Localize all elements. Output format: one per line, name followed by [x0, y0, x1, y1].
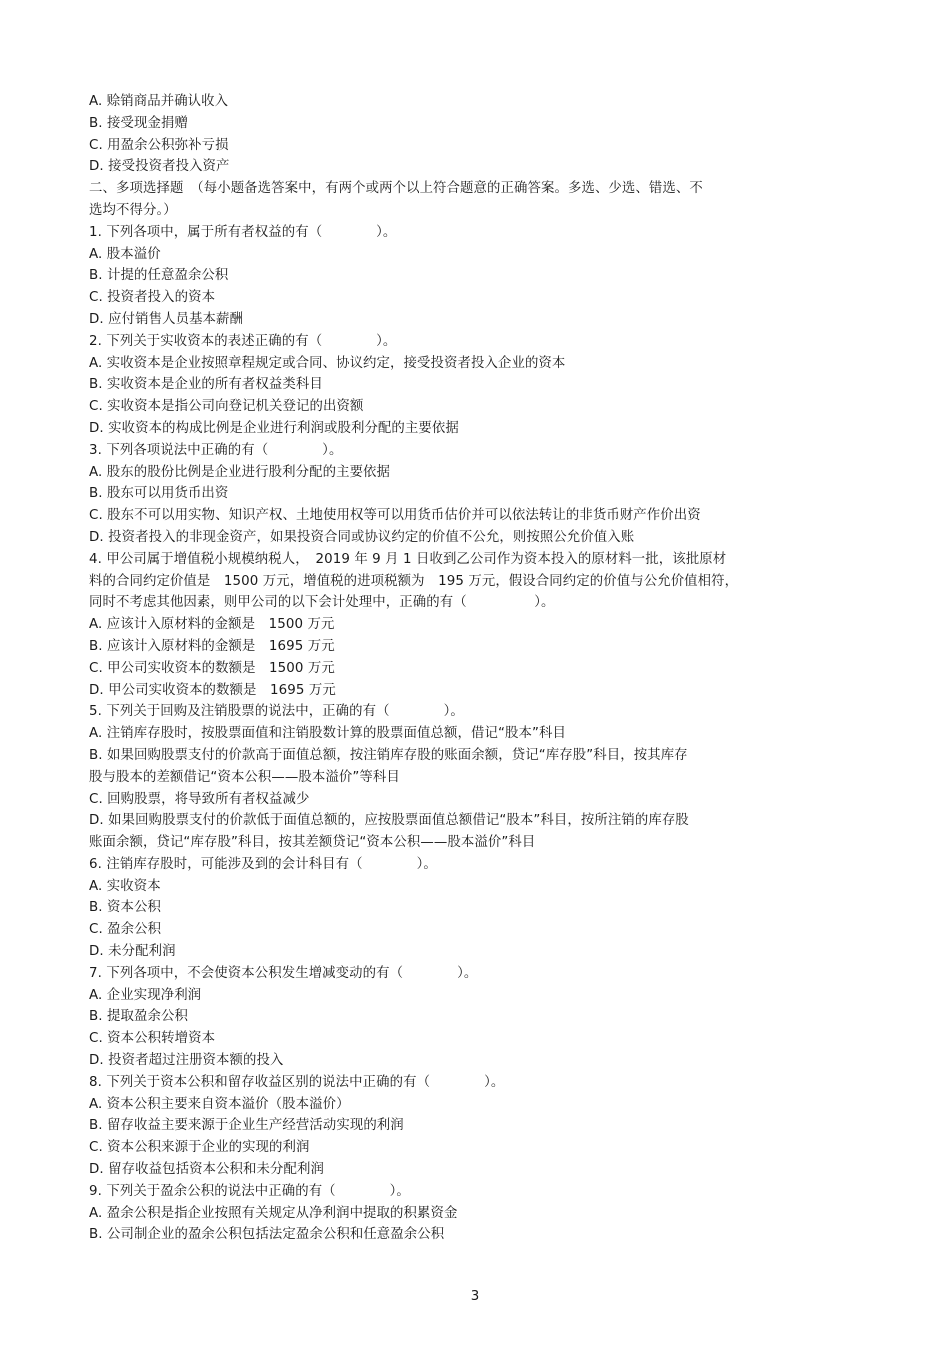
text-line: 选均不得分。） — [89, 202, 177, 218]
text-line: B. 公司制企业的盈余公积包括法定盈余公积和任意盈余公积 — [89, 1227, 445, 1243]
text-line: D. 应付销售人员基本薪酬 — [89, 311, 244, 327]
text-line: A. 实收资本 — [89, 878, 161, 894]
text-line: C. 甲公司实收资本的数额是 1500 万元 — [89, 660, 335, 676]
text-line: B. 提取盈余公积 — [89, 1009, 188, 1025]
text-line: A. 股本溢价 — [89, 246, 161, 262]
text-line: D. 投资者超过注册资本额的投入 — [89, 1053, 284, 1069]
text-line: 4. 甲公司属于增值税小规模纳税人， 2019 年 9 月 1 日收到乙公司作为资本投入的原材料一批，该批原材 — [89, 551, 727, 567]
text-line: 账面余额，贷记“库存股”科目，按其差额贷记“资本公积——股本溢价”科目 — [89, 835, 536, 851]
text-line: D. 甲公司实收资本的数额是 1695 万元 — [89, 682, 336, 698]
text-line: B. 计提的任意盈余公积 — [89, 268, 229, 284]
text-line: A. 资本公积主要来自资本溢价（股本溢价） — [89, 1096, 350, 1112]
text-line: 股与股本的差额借记“资本公积——股本溢价”等科目 — [89, 769, 400, 785]
text-line: C. 盈余公积 — [89, 922, 162, 938]
text-line: C. 用盈余公积弥补亏损 — [89, 137, 229, 153]
text-line: A. 盈余公积是指企业按照有关规定从净利润中提取的积累资金 — [89, 1205, 458, 1221]
text-line: C. 资本公积转增资本 — [89, 1031, 216, 1047]
text-line: A. 赊销商品并确认收入 — [89, 94, 229, 109]
text-line: A. 股东的股份比例是企业进行股利分配的主要依据 — [89, 464, 391, 480]
text-line: B. 实收资本是企业的所有者权益类科目 — [89, 377, 323, 393]
text-line: 2. 下列关于实收资本的表述正确的有（ ）。 — [89, 333, 397, 349]
text-line: C. 实收资本是指公司向登记机关登记的出资额 — [89, 399, 364, 415]
text-line: B. 股东可以用货币出资 — [89, 486, 229, 502]
text-line: 7. 下列各项中，不会使资本公积发生增减变动的有（ ）。 — [89, 965, 478, 981]
text-line: C. 投资者投入的资本 — [89, 290, 216, 306]
text-line: A. 实收资本是企业按照章程规定或合同、协议约定，接受投资者投入企业的资本 — [89, 355, 566, 371]
text-line: B. 留存收益主要来源于企业生产经营活动实现的利润 — [89, 1118, 404, 1134]
text-line: C. 资本公积来源于企业的实现的利润 — [89, 1140, 310, 1156]
text-line: C. 回购股票，将导致所有者权益减少 — [89, 791, 310, 807]
text-line: A. 企业实现净利润 — [89, 987, 202, 1003]
text-line: 料的合同约定价值是 1500 万元，增值税的进项税额为 195 万元，假设合同约定的价值与公允价值相符， — [89, 573, 739, 589]
text-line: 8. 下列关于资本公积和留存收益区别的说法中正确的有（ ）。 — [89, 1074, 505, 1090]
text-line: 6. 注销库存股时，可能涉及到的会计科目有（ ）。 — [89, 856, 437, 872]
text-line: D. 投资者投入的非现金资产，如果投资合同或协议约定的价值不公允，则按照公允价值入账 — [89, 529, 635, 545]
text-line: D. 实收资本的构成比例是企业进行利润或股利分配的主要依据 — [89, 420, 459, 436]
text-line: B. 接受现金捐赠 — [89, 115, 188, 131]
page-number: 3 — [470, 1289, 480, 1304]
text-line: B. 应该计入原材料的金额是 1695 万元 — [89, 638, 335, 654]
text-line: 9. 下列关于盈余公积的说法中正确的有（ ）。 — [89, 1183, 410, 1199]
page-content — [89, 91, 829, 1246]
text-line: C. 股东不可以用实物、知识产权、土地使用权等可以用货币估价并可以依法转让的非货币财产作价出资 — [89, 508, 701, 524]
text-line: D. 未分配利润 — [89, 944, 176, 960]
text-line: A. 注销库存股时，按股票面值和注销股数计算的股票面值总额，借记“股本”科目 — [89, 726, 566, 742]
text-line: 3. 下列各项说法中正确的有（ ）。 — [89, 442, 343, 458]
text-line: B. 如果回购股票支付的价款高于面值总额，按注销库存股的账面余额，贷记“库存股”科目，按其库存 — [89, 747, 688, 763]
text-line: D. 如果回购股票支付的价款低于面值总额的，应按股票面值总额借记“股本”科目，按所注销的库存股 — [89, 813, 689, 829]
text-line: 1. 下列各项中，属于所有者权益的有（ ）。 — [89, 224, 397, 240]
text-line: B. 资本公积 — [89, 900, 161, 916]
text-line: 5. 下列关于回购及注销股票的说法中，正确的有（ ）。 — [89, 704, 464, 720]
text-line: D. 留存收益包括资本公积和未分配利润 — [89, 1162, 324, 1178]
text-line: 同时不考虑其他因素，则甲公司的以下会计处理中，正确的有（ ）。 — [89, 595, 555, 611]
text-line: A. 应该计入原材料的金额是 1500 万元 — [89, 617, 335, 633]
text-line: 二、多项选择题 （每小题备选答案中，有两个或两个以上符合题意的正确答案。多选、少选、错选、不 — [89, 181, 703, 197]
text-line: D. 接受投资者投入资产 — [89, 159, 230, 175]
